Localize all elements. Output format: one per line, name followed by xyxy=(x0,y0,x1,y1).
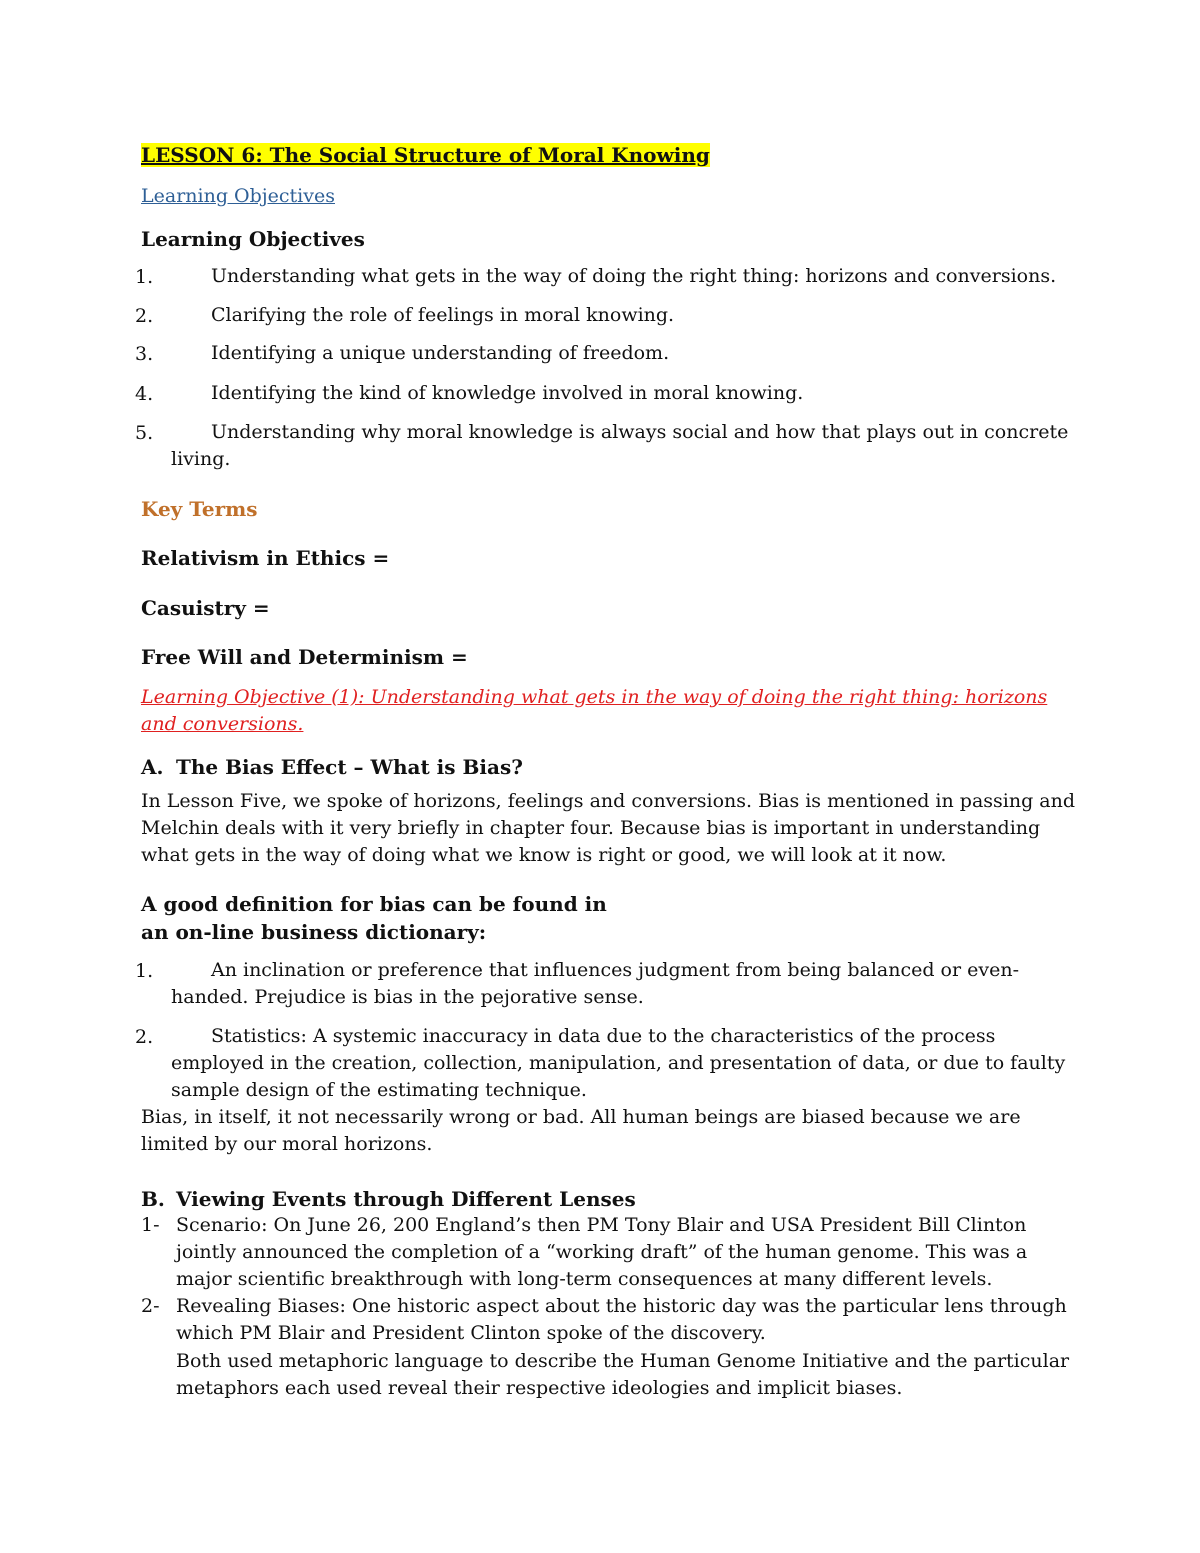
item-number: 2- xyxy=(141,1295,160,1317)
key-term: Casuistry = xyxy=(141,596,270,620)
item-line: Both used metaphoric language to describe the Human Genome Initiative and the particular xyxy=(176,1350,1070,1372)
section-a-heading: The Bias Effect – What is Bias? xyxy=(176,755,523,779)
section-b-letter: B. xyxy=(141,1187,165,1211)
section-b-heading: Viewing Events through Different Lenses xyxy=(176,1187,636,1211)
paragraph-line: In Lesson Five, we spoke of horizons, feelings and conversions. Bias is mentioned in passing and xyxy=(141,790,1076,812)
key-term: Relativism in Ethics = xyxy=(141,546,390,570)
definition-number: 1. xyxy=(135,960,154,982)
definition-heading: A good definition for bias can be found in xyxy=(141,892,607,916)
item-line: Scenario: On June 26, 200 England’s then PM Tony Blair and USA President Bill Clinton xyxy=(176,1214,1027,1236)
definition-text-continued: employed in the creation, collection, manipulation, and presentation of data, or due to faulty xyxy=(171,1052,1066,1074)
lesson-title: LESSON 6: The Social Structure of Moral Knowing xyxy=(141,143,710,167)
definition-number: 2. xyxy=(135,1026,154,1048)
objective-text-continued: living. xyxy=(171,448,231,470)
item-line: metaphors each used reveal their respective ideologies and implicit biases. xyxy=(176,1377,903,1399)
paragraph-line: limited by our moral horizons. xyxy=(141,1133,433,1155)
item-number: 1- xyxy=(141,1214,160,1236)
item-line: Revealing Biases: One historic aspect about the historic day was the particular lens through xyxy=(176,1295,1067,1317)
definition-text: An inclination or preference that influences judgment from being balanced or even- xyxy=(211,959,1019,981)
objective-text: Identifying the kind of knowledge involved in moral knowing. xyxy=(211,382,804,404)
paragraph-line: Bias, in itself, it not necessarily wrong or bad. All human beings are biased because we are xyxy=(141,1106,1021,1128)
item-line: jointly announced the completion of a “working draft” of the human genome. This was a xyxy=(176,1241,1028,1263)
key-terms-heading: Key Terms xyxy=(141,497,258,521)
objective-text: Identifying a unique understanding of freedom. xyxy=(211,342,670,364)
section-a-letter: A. xyxy=(141,755,164,779)
item-line: major scientific breakthrough with long-term consequences at many different levels. xyxy=(176,1268,993,1290)
objective-text: Understanding what gets in the way of doing the right thing: horizons and conversions. xyxy=(211,265,1057,287)
definition-heading-continued: an on-line business dictionary: xyxy=(141,920,487,944)
key-term: Free Will and Determinism = xyxy=(141,645,468,669)
definition-text-continued: handed. Prejudice is bias in the pejorative sense. xyxy=(171,986,644,1008)
definition-text-continued: sample design of the estimating technique. xyxy=(171,1079,587,1101)
objective-number: 5. xyxy=(135,422,154,444)
objective-number: 3. xyxy=(135,343,154,365)
learning-objectives-link[interactable]: Learning Objectives xyxy=(141,185,335,207)
objective-number: 4. xyxy=(135,383,154,405)
paragraph-line: Melchin deals with it very briefly in chapter four. Because bias is important in understanding xyxy=(141,817,1041,839)
paragraph-line: what gets in the way of doing what we know is right or good, we will look at it now. xyxy=(141,844,947,866)
objective-1-heading-continued: and conversions. xyxy=(141,713,304,735)
objective-text: Clarifying the role of feelings in moral knowing. xyxy=(211,304,675,326)
objectives-heading: Learning Objectives xyxy=(141,227,365,251)
objective-number: 2. xyxy=(135,305,154,327)
objective-text: Understanding why moral knowledge is always social and how that plays out in concrete xyxy=(211,421,1069,443)
objective-number: 1. xyxy=(135,266,154,288)
objective-1-heading: Learning Objective (1): Understanding what gets in the way of doing the right thing: horizons xyxy=(141,686,1048,708)
item-line: which PM Blair and President Clinton spoke of the discovery. xyxy=(176,1322,766,1344)
definition-text: Statistics: A systemic inaccuracy in data due to the characteristics of the process xyxy=(211,1025,996,1047)
